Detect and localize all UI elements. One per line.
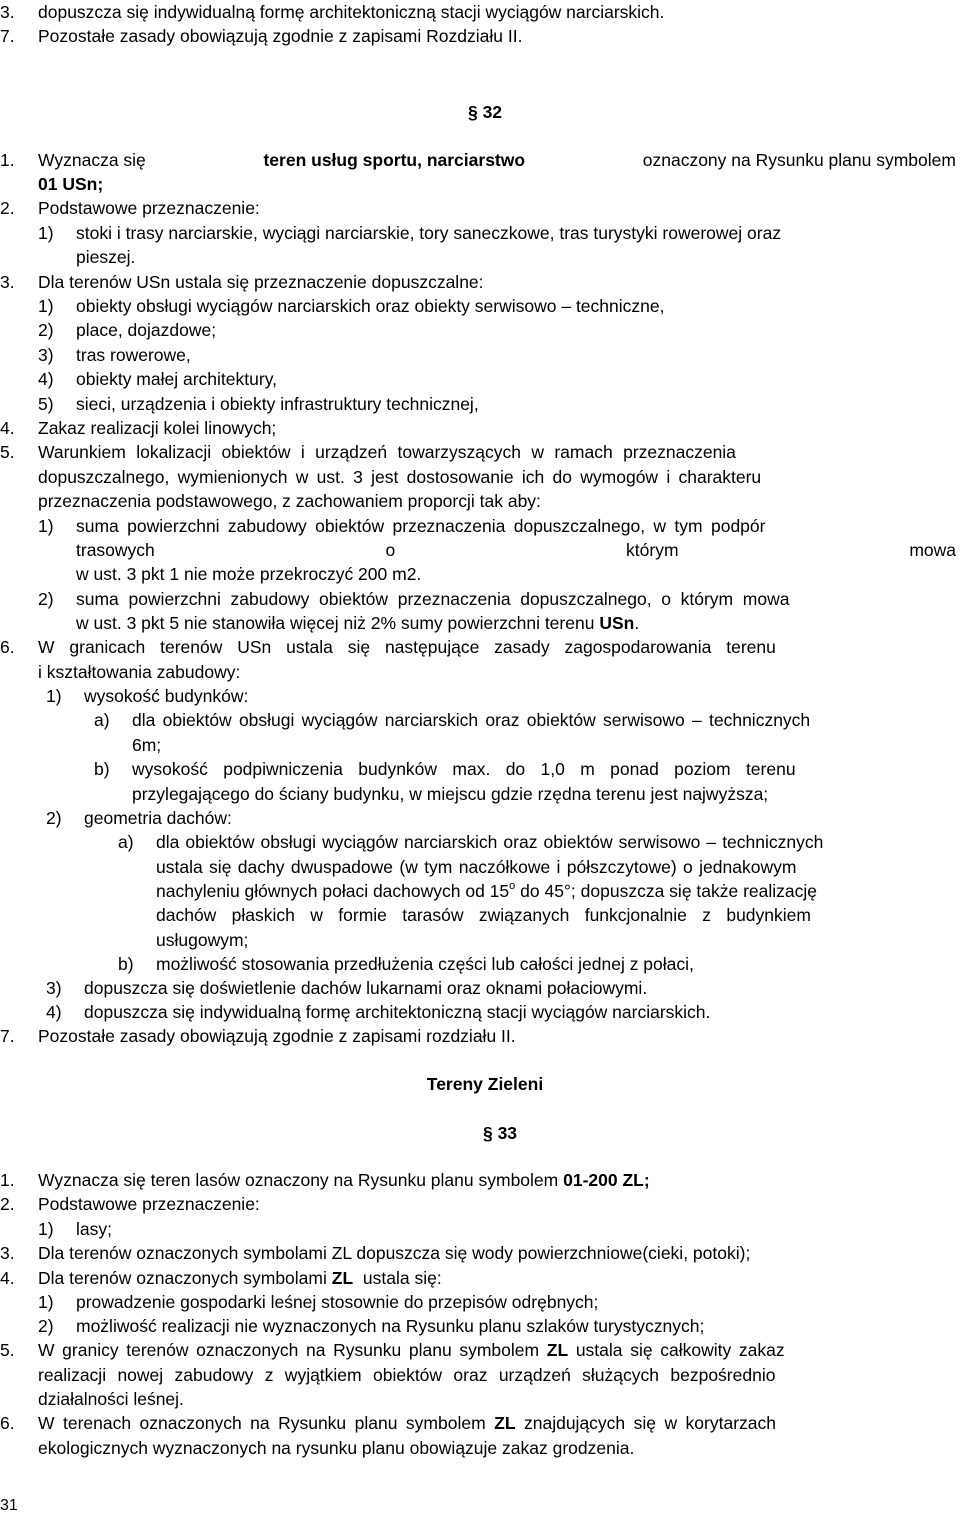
paragraph: 2. Podstawowe przeznaczenie: (0, 198, 260, 218)
paragraph: 3. Dla terenów oznaczonych symbolami ZL dopuszcza się wody powierzchniowe(cieki, potoki); (0, 1243, 751, 1263)
list-item: a) dla obiektów obsługi wyciągów narciarskich oraz obiektów serwisowo – technicznych (94, 710, 811, 730)
list-item: 1) suma powierzchni zabudowy obiektów przeznaczenia dopuszczalnego, w tym podpór (38, 516, 766, 536)
section-heading: § 32 (467, 102, 503, 122)
paragraph: 3. Dla terenów USn ustala się przeznaczenie dopuszczalne: (0, 272, 484, 292)
list-item: 5) sieci, urządzenia i obiekty infrastruktury technicznej, (38, 394, 479, 414)
page-number: 31 (0, 1497, 18, 1514)
paragraph: 2. Podstawowe przeznaczenie: (0, 1194, 260, 1214)
list-item: b) wysokość podpiwniczenia budynków max. do 1,0 m ponad poziom terenu (94, 759, 796, 779)
paragraph: 1. Wyznacza się teren usług sportu, narciarstwo oznaczony na Rysunku planu symbolem (0, 150, 956, 170)
paragraph: 4. Zakaz realizacji kolei linowych; (0, 418, 277, 438)
list-item: 4) obiekty małej architektury, (38, 369, 278, 389)
list-item: a) dla obiektów obsługi wyciągów narciarskich oraz obiektów serwisowo – technicznych (118, 832, 824, 852)
list-item: 3) tras rowerowe, (38, 345, 191, 365)
paragraph-sign-icon: § (467, 102, 478, 122)
list-item: 1) lasy; (38, 1219, 112, 1239)
list-item: 2) suma powierzchni zabudowy obiektów przeznaczenia dopuszczalnego, o którym mowa (38, 589, 790, 609)
list-item: 3) dopuszcza się doświetlenie dachów lukarnami oraz oknami połaciowymi. (46, 978, 648, 998)
item-number: 3. (0, 2, 15, 22)
paragraph: 5. Warunkiem lokalizacji obiektów i urządzeń towarzyszących w ramach przeznaczenia (0, 442, 736, 462)
paragraph: 6. W granicach terenów USn ustala się następujące zasady zagospodarowania terenu (0, 637, 776, 657)
list-item: 2) geometria dachów: (46, 808, 232, 828)
chapter-title: Tereny Zieleni (426, 1074, 544, 1094)
item-text: Pozostałe zasady obowiązują zgodnie z zapisami Rozdziału II. (38, 26, 523, 46)
document-page: 3. dopuszcza się indywidualną formę architektoniczną stacji wyciągów narciarskich. 7. Pozostałe zasady obowiązują zgodnie z zapisami Rozdziału II. § 32 1. Wyznacza się teren usług sportu, narciarstwo oznaczony na Rysunku planu symbolem 01 USn; 2. Podstawowe przeznaczenie: 1) stoki i trasy narciarskie, wyciągi narciarskie, tory saneczkowe, tras turystyki rowerowej oraz pieszej. 3. Dla terenów USn ustala się przeznaczenie dopuszczalne: 1) obiekty obsługi wyciągów narciarskich oraz obiekty serwisowo – techniczne, 2) place, dojazdowe; 3) tras rowerowe, 4) obiekty małej architektury, 5) sieci, urządzenia i obiekty infrastruktury technicznej, 4. Zakaz realizacji kolei linowych; 5. Warunkiem lokalizacji obiektów i urządzeń towarzyszących w ramach przeznaczenia dopuszczalnego, wymienionych w ust. 3 jest dostosowanie ich do wymogów i charakteru przeznaczenia podstawowego, z zachowaniem proporcji tak aby: 1) suma powierzchni zabudowy obiektów przeznaczenia dopuszczalnego, w tym podpór trasowych o którym mowa w ust. 3 pkt 1 nie może przekroczyć 200 m2. 2) suma powierzchni zabudowy obiektów przeznaczenia dopuszczalnego, o którym mowa w ust. 3 pkt 5 nie stanowiła więcej niż 2% sumy powierzchni terenu USn. 6. W granicach terenów USn ustala się następujące zasady zagospodarowania terenu i kształtowania zabudowy: 1) wysokość budynków: a) dla obiektów obsługi wyciągów narciarskich oraz obiektów serwisowo – technicznych 6m; b) wysokość podpiwniczenia budynków max. do 1,0 m ponad poziom terenu przylegającego do ściany budynku, w miejscu gdzie rzędna terenu jest najwyższa; 2) geometria dachów: a) dla obiektów obsługi wyciągów narciarskich oraz obiektów serwisowo – technicznych ustala się dachy dwuspadowe (w tym naczółkowe i półszczytowe) o jednakowym nachyleniu głównych połaci dachowych od 15$^o$ do 45°; dopuszcza się także realizację dachów płaskich w formie tarasów związanych funkcjonalnie z budynkiem usługowym; b) możliwość stosowania przedłużenia części lub całości jednej z połaci, 3) dopuszcza się doświetlenie dachów lukarnami oraz oknami połaciowymi. 4) dopuszcza się indywidualną formę architektoniczną stacji wyciągów narciarskich. 7. Pozostałe zasady obowiązują zgodnie z zapisami rozdziału II. Tereny Zieleni § 33 1. Wyznacza się teren lasów oznaczony na Rysunku planu symbolem 01-200 ZL; 2. Podstawowe przeznaczenie: 1) lasy; 3. Dla terenów oznaczonych symbolami ZL dopuszcza się wody powierzchniowe(cieki, potoki); 4. Dla terenów oznaczonych symbolami ZL ustala się: 1) prowadzenie gospodarki leśnej stosownie do przepisów odrębnych; 2) możliwość realizacji nie wyznaczonych na Rysunku planu szlaków turystycznych; 5. W granicy terenów oznaczonych na Rysunku planu symbolem ZL ustala się całkowity zakaz realizacji nowej zabudowy z wyjątkiem obiektów oraz urządzeń służących bezpośrednio działalności leśnej. 6. W terenach oznaczonych na Rysunku planu symbolem ZL znajdujących się w korytarzach ekologicznych wyznaczonych na rysunku planu obowiązuje zakaz grodzenia. 31 (0, 0, 960, 1519)
list-item: 2) place, dojazdowe; (38, 320, 217, 340)
list-item: 4) dopuszcza się indywidualną formę architektoniczną stacji wyciągów narciarskich. (46, 1002, 711, 1022)
paragraph (0, 0, 960, 24)
paragraph: 6. W terenach oznaczonych na Rysunku planu symbolem ZL znajdujących się w korytarzach (0, 1413, 776, 1433)
paragraph-sign-icon: § (482, 1123, 493, 1143)
paragraph (0, 24, 960, 48)
list-item: 1) obiekty obsługi wyciągów narciarskich oraz obiekty serwisowo – techniczne, (38, 296, 665, 316)
list-item: 1) wysokość budynków: (46, 686, 249, 706)
section-heading: § 33 (482, 1123, 518, 1143)
paragraph: 1. Wyznacza się teren lasów oznaczony na Rysunku planu symbolem 01-200 ZL; (0, 1170, 650, 1190)
list-item: 1) stoki i trasy narciarskie, wyciągi narciarskie, tory saneczkowe, tras turystyki rowerowej oraz (38, 223, 782, 243)
paragraph: 5. W granicy terenów oznaczonych na Rysunku planu symbolem ZL ustala się całkowity zakaz (0, 1340, 785, 1360)
list-item: 1) prowadzenie gospodarki leśnej stosownie do przepisów odrębnych; (38, 1292, 599, 1312)
paragraph: 7. Pozostałe zasady obowiązują zgodnie z zapisami rozdziału II. (0, 1026, 516, 1046)
list-item: b) możliwość stosowania przedłużenia części lub całości jednej z połaci, (118, 954, 694, 974)
item-number: 7. (0, 26, 15, 46)
list-item: 2) możliwość realizacji nie wyznaczonych na Rysunku planu szlaków turystycznych; (38, 1316, 705, 1336)
item-text: dopuszcza się indywidualną formę architektoniczną stacji wyciągów narciarskich. (38, 2, 665, 22)
paragraph: 4. Dla terenów oznaczonych symbolami ZL ustala się: (0, 1268, 442, 1288)
